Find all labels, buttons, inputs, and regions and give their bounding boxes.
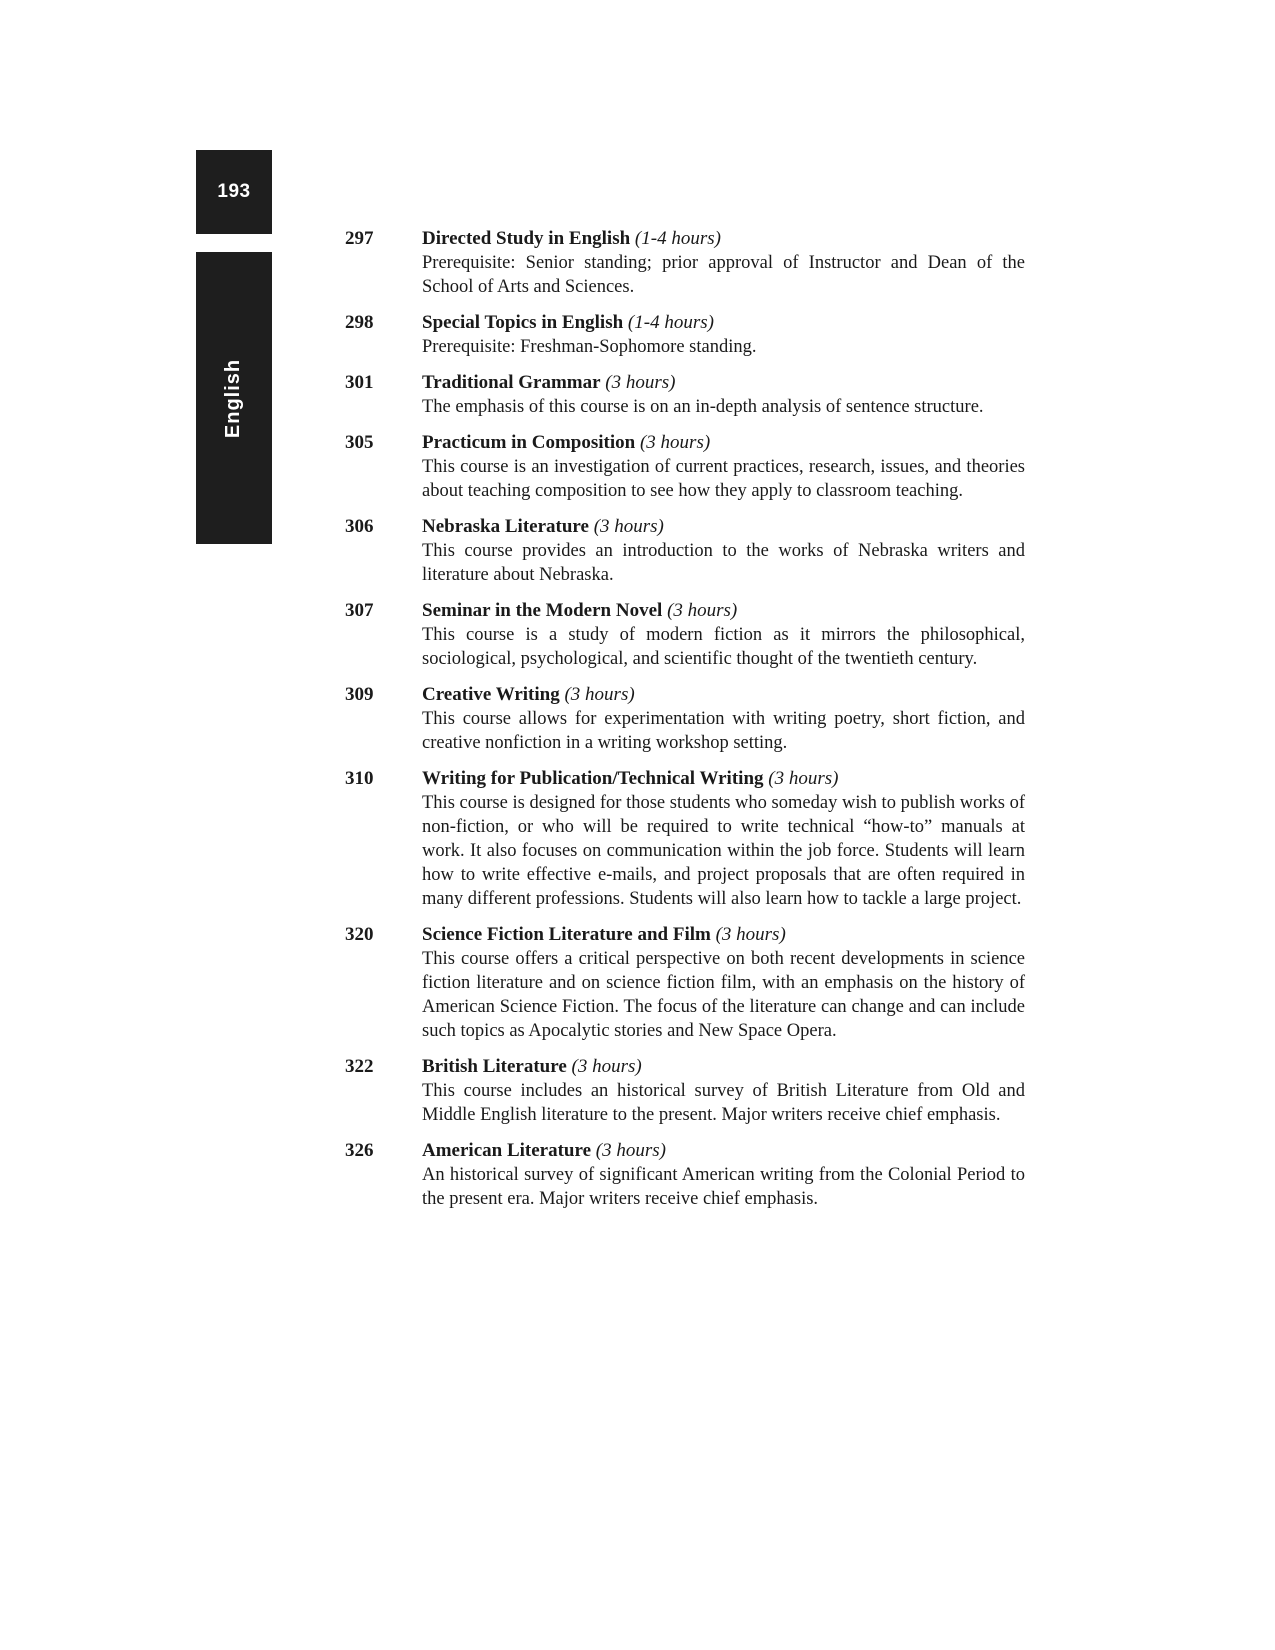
section-tab — [196, 252, 272, 544]
course-title: Traditional Grammar — [422, 372, 601, 393]
course-number: 322 — [345, 1056, 374, 1077]
course-body — [422, 767, 1025, 911]
course-hours: (3 hours) — [639, 432, 711, 453]
course-entry — [345, 767, 1025, 911]
course-heading — [422, 227, 1025, 251]
course-hours: (1-4 hours) — [634, 228, 721, 249]
course-heading — [422, 683, 1025, 707]
course-body — [422, 1139, 1025, 1211]
course-entry — [345, 923, 1025, 1043]
course-body — [422, 431, 1025, 503]
course-body — [422, 599, 1025, 671]
course-description: This course is an investigation of current practices, research, issues, and theories about teaching composition to see how they apply to classroom teaching. — [422, 457, 1025, 501]
course-number: 307 — [345, 600, 374, 621]
course-number: 305 — [345, 432, 374, 453]
course-description: This course offers a critical perspective on both recent developments in science fiction literature and on science fiction film, with an emphasis on the history of American Science Fiction. The focus of the literature can change and can include such topics as Apocalytic stories and New Space Opera. — [422, 949, 1025, 1041]
course-description: An historical survey of significant American writing from the Colonial Period to the present era. Major writers receive chief emphasis. — [422, 1165, 1025, 1209]
course-hours: (3 hours) — [667, 600, 738, 621]
course-heading — [422, 431, 1025, 455]
course-hours: (3 hours) — [564, 684, 635, 705]
course-heading — [422, 311, 1025, 335]
course-number: 320 — [345, 924, 374, 945]
course-heading — [422, 767, 1025, 791]
course-description: The emphasis of this course is on an in-depth analysis of sentence structure. — [422, 397, 984, 417]
course-body — [422, 1055, 1025, 1127]
page-number-tab — [196, 150, 272, 234]
course-number: 306 — [345, 516, 374, 537]
course-heading — [422, 1139, 1025, 1163]
course-title: American Literature — [422, 1140, 592, 1161]
course-body — [422, 683, 1025, 755]
course-number: 326 — [345, 1140, 374, 1161]
course-hours: (3 hours) — [571, 1056, 642, 1077]
course-description: This course provides an introduction to the works of Nebraska writers and literature about Nebraska. — [422, 541, 1025, 585]
course-entry — [345, 227, 1025, 299]
page-number: 193 — [217, 181, 251, 202]
course-title: Seminar in the Modern Novel — [422, 600, 663, 621]
course-heading — [422, 371, 1025, 395]
course-entry — [345, 431, 1025, 503]
course-title: Writing for Publication/Technical Writing — [422, 768, 764, 789]
course-number: 297 — [345, 228, 374, 249]
course-hours: (3 hours) — [715, 924, 786, 945]
course-description: This course is designed for those students who someday wish to publish works of non-fiction, or who will be required to write technical “how-to” manuals at work. It also focuses on communication within the job force. Students will learn how to write effective e-mails, and project proposals that are often required in many different professions. Students will also learn how to tackle a large project. — [422, 793, 1025, 909]
course-description: This course includes an historical survey of British Literature from Old and Middle English literature to the present. Major writers receive chief emphasis. — [422, 1081, 1025, 1125]
course-hours: (3 hours) — [593, 516, 664, 537]
course-number: 298 — [345, 312, 374, 333]
course-entry — [345, 515, 1025, 587]
course-hours: (3 hours) — [768, 768, 839, 789]
section-label: English — [222, 358, 245, 438]
course-body — [422, 923, 1025, 1043]
course-title: Practicum in Composition — [422, 432, 636, 453]
course-hours: (3 hours) — [605, 372, 676, 393]
course-title: Directed Study in English — [422, 228, 631, 249]
course-description: Prerequisite: Senior standing; prior approval of Instructor and Dean of the School of Arts and Sciences. — [422, 253, 1025, 297]
course-title: Creative Writing — [422, 684, 560, 705]
course-body — [422, 371, 1025, 419]
course-title: Science Fiction Literature and Film — [422, 924, 711, 945]
course-hours: (3 hours) — [595, 1140, 666, 1161]
course-list — [345, 227, 1025, 1223]
course-description: This course is a study of modern fiction as it mirrors the philosophical, sociological, psychological, and scientific thought of the twentieth century. — [422, 625, 1025, 669]
course-entry — [345, 683, 1025, 755]
course-title: Special Topics in English — [422, 312, 624, 333]
course-entry — [345, 599, 1025, 671]
course-description: Prerequisite: Freshman-Sophomore standing. — [422, 337, 757, 357]
course-title: British Literature — [422, 1056, 567, 1077]
course-number: 301 — [345, 372, 374, 393]
course-entry — [345, 1055, 1025, 1127]
course-hours: (1-4 hours) — [627, 312, 714, 333]
course-heading — [422, 515, 1025, 539]
course-entry — [345, 311, 1025, 359]
course-heading — [422, 1055, 1025, 1079]
course-title: Nebraska Literature — [422, 516, 589, 537]
course-heading — [422, 923, 1025, 947]
course-number: 310 — [345, 768, 374, 789]
course-entry — [345, 371, 1025, 419]
course-heading — [422, 599, 1025, 623]
course-body — [422, 515, 1025, 587]
course-body — [422, 311, 1025, 359]
course-entry — [345, 1139, 1025, 1211]
course-description: This course allows for experimentation with writing poetry, short fiction, and creative nonfiction in a writing workshop setting. — [422, 709, 1025, 753]
course-body — [422, 227, 1025, 299]
course-number: 309 — [345, 684, 374, 705]
